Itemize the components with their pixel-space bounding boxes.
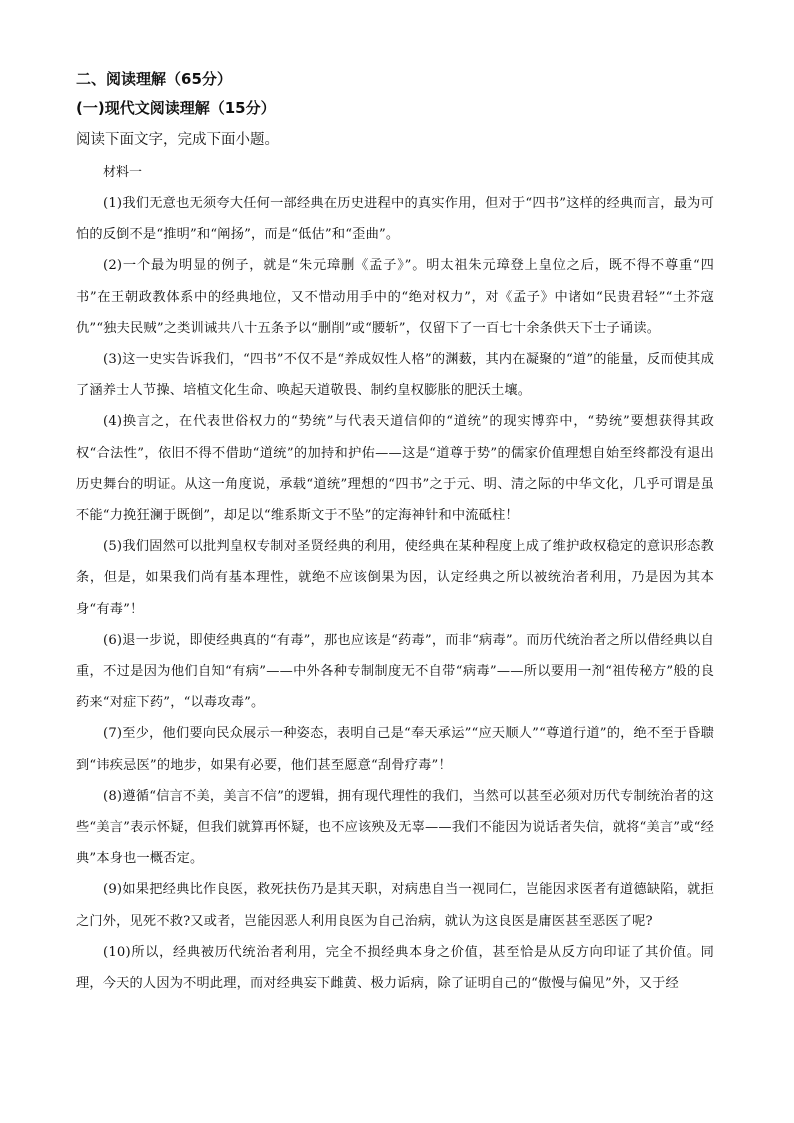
paragraph-10: (10)所以，经典被历代统治者利用，完全不损经典本身之价值，甚至恰是从反方向印证了其价值。同理，今天的人因为不明此理，而对经典妄下雌黄、极力诟病，除了证明自己的“傲慢与偏见”外，又于经 [76, 944, 714, 992]
instruction-text: 阅读下面文字，完成下面小题。 [76, 132, 279, 148]
section-title: 二、阅读理解（65分） [76, 70, 232, 88]
material-label: 材料一 [103, 165, 143, 180]
passage-body [76, 188, 714, 999]
paragraph-4: (4)换言之，在代表世俗权力的“势统”与代表天道信仰的“道统”的现实博弈中，“势统”要想获得其政权“合法性”，依旧不得不借助“道统”的加持和护佑——这是“道尊于势”的儒家价值理想自始至终都没有退出历史舞台的明证。从这一角度说，承载“道统”理想的“四书”之于元、明、清之际的中华文化，几乎可谓是虽不能“力挽狂澜于既倒”，却足以“维系斯文于不坠”的定海神针和中流砥柱！ [76, 414, 714, 524]
paragraph-7: (7)至少，他们要向民众展示一种姿态，表明自己是“奉天承运”“应天顺人”“尊道行道”的，绝不至于昏聩到“讳疾忌医”的地步，如果有必要，他们甚至愿意“刮骨疗毒”！ [76, 726, 714, 773]
paragraph-8: (8)遵循“信言不美，美言不信”的逻辑，拥有现代理性的我们，当然可以甚至必须对历代专制统治者的这些“美言”表示怀疑，但我们就算再怀疑，也不应该殃及无辜——我们不能因为说话者失信，就将“美言”或“经典”本身也一概否定。 [76, 788, 714, 867]
paragraph-6: (6)退一步说，即使经典真的“有毒”，那也应该是“药毒”，而非“病毒”。而历代统治者之所以借经典以自重，不过是因为他们自知“有病”——中外各种专制制度无不自带“病毒”——所以要用一剂“祖传秘方”般的良药来“对症下药”，“以毒攻毒”。 [76, 632, 714, 711]
paragraph-5: (5)我们固然可以批判皇权专制对圣贤经典的利用，使经典在某种程度上成了维护政权稳定的意识形态教条，但是，如果我们尚有基本理性，就绝不应该倒果为因，认定经典之所以被统治者利用，乃是因为其本身“有毒”！ [76, 539, 714, 617]
paragraph-9: (9)如果把经典比作良医，救死扶伤乃是其天职，对病患自当一视同仁，岂能因求医者有道德缺陷，就拒之门外，见死不救?又或者，岂能因恶人利用良医为自己治病，就认为这良医是庸医甚至恶医了呢? [76, 882, 714, 929]
section-subtitle: (一)现代文阅读理解（15分） [76, 99, 276, 117]
paragraph-1: (1)我们无意也无须夸大任何一部经典在历史进程中的真实作用，但对于“四书”这样的经典而言，最为可怕的反倒不是“推明”和“阐扬”，而是“低估”和“歪曲”。 [76, 196, 714, 243]
paragraph-2: (2)一个最为明显的例子，就是“朱元璋删《孟子》”。明太祖朱元璋登上皇位之后，既不得不尊重“四书”在王朝政教体系中的经典地位，又不惜动用手中的“绝对权力”，对《孟子》中诸如“民贵君轻”“土芥寇仇”“独夫民贼”之类训诫共八十五条予以“删削”或“腰斩”，仅留下了一百七十余条供天下士子诵读。 [76, 258, 714, 336]
paragraph-3: (3)这一史实告诉我们，“四书”不仅不是“养成奴性人格”的渊薮，其内在凝聚的“道”的能量，反而使其成了涵养士人节操、培植文化生命、唤起天道敬畏、制约皇权膨胀的肥沃土壤。 [76, 352, 714, 399]
